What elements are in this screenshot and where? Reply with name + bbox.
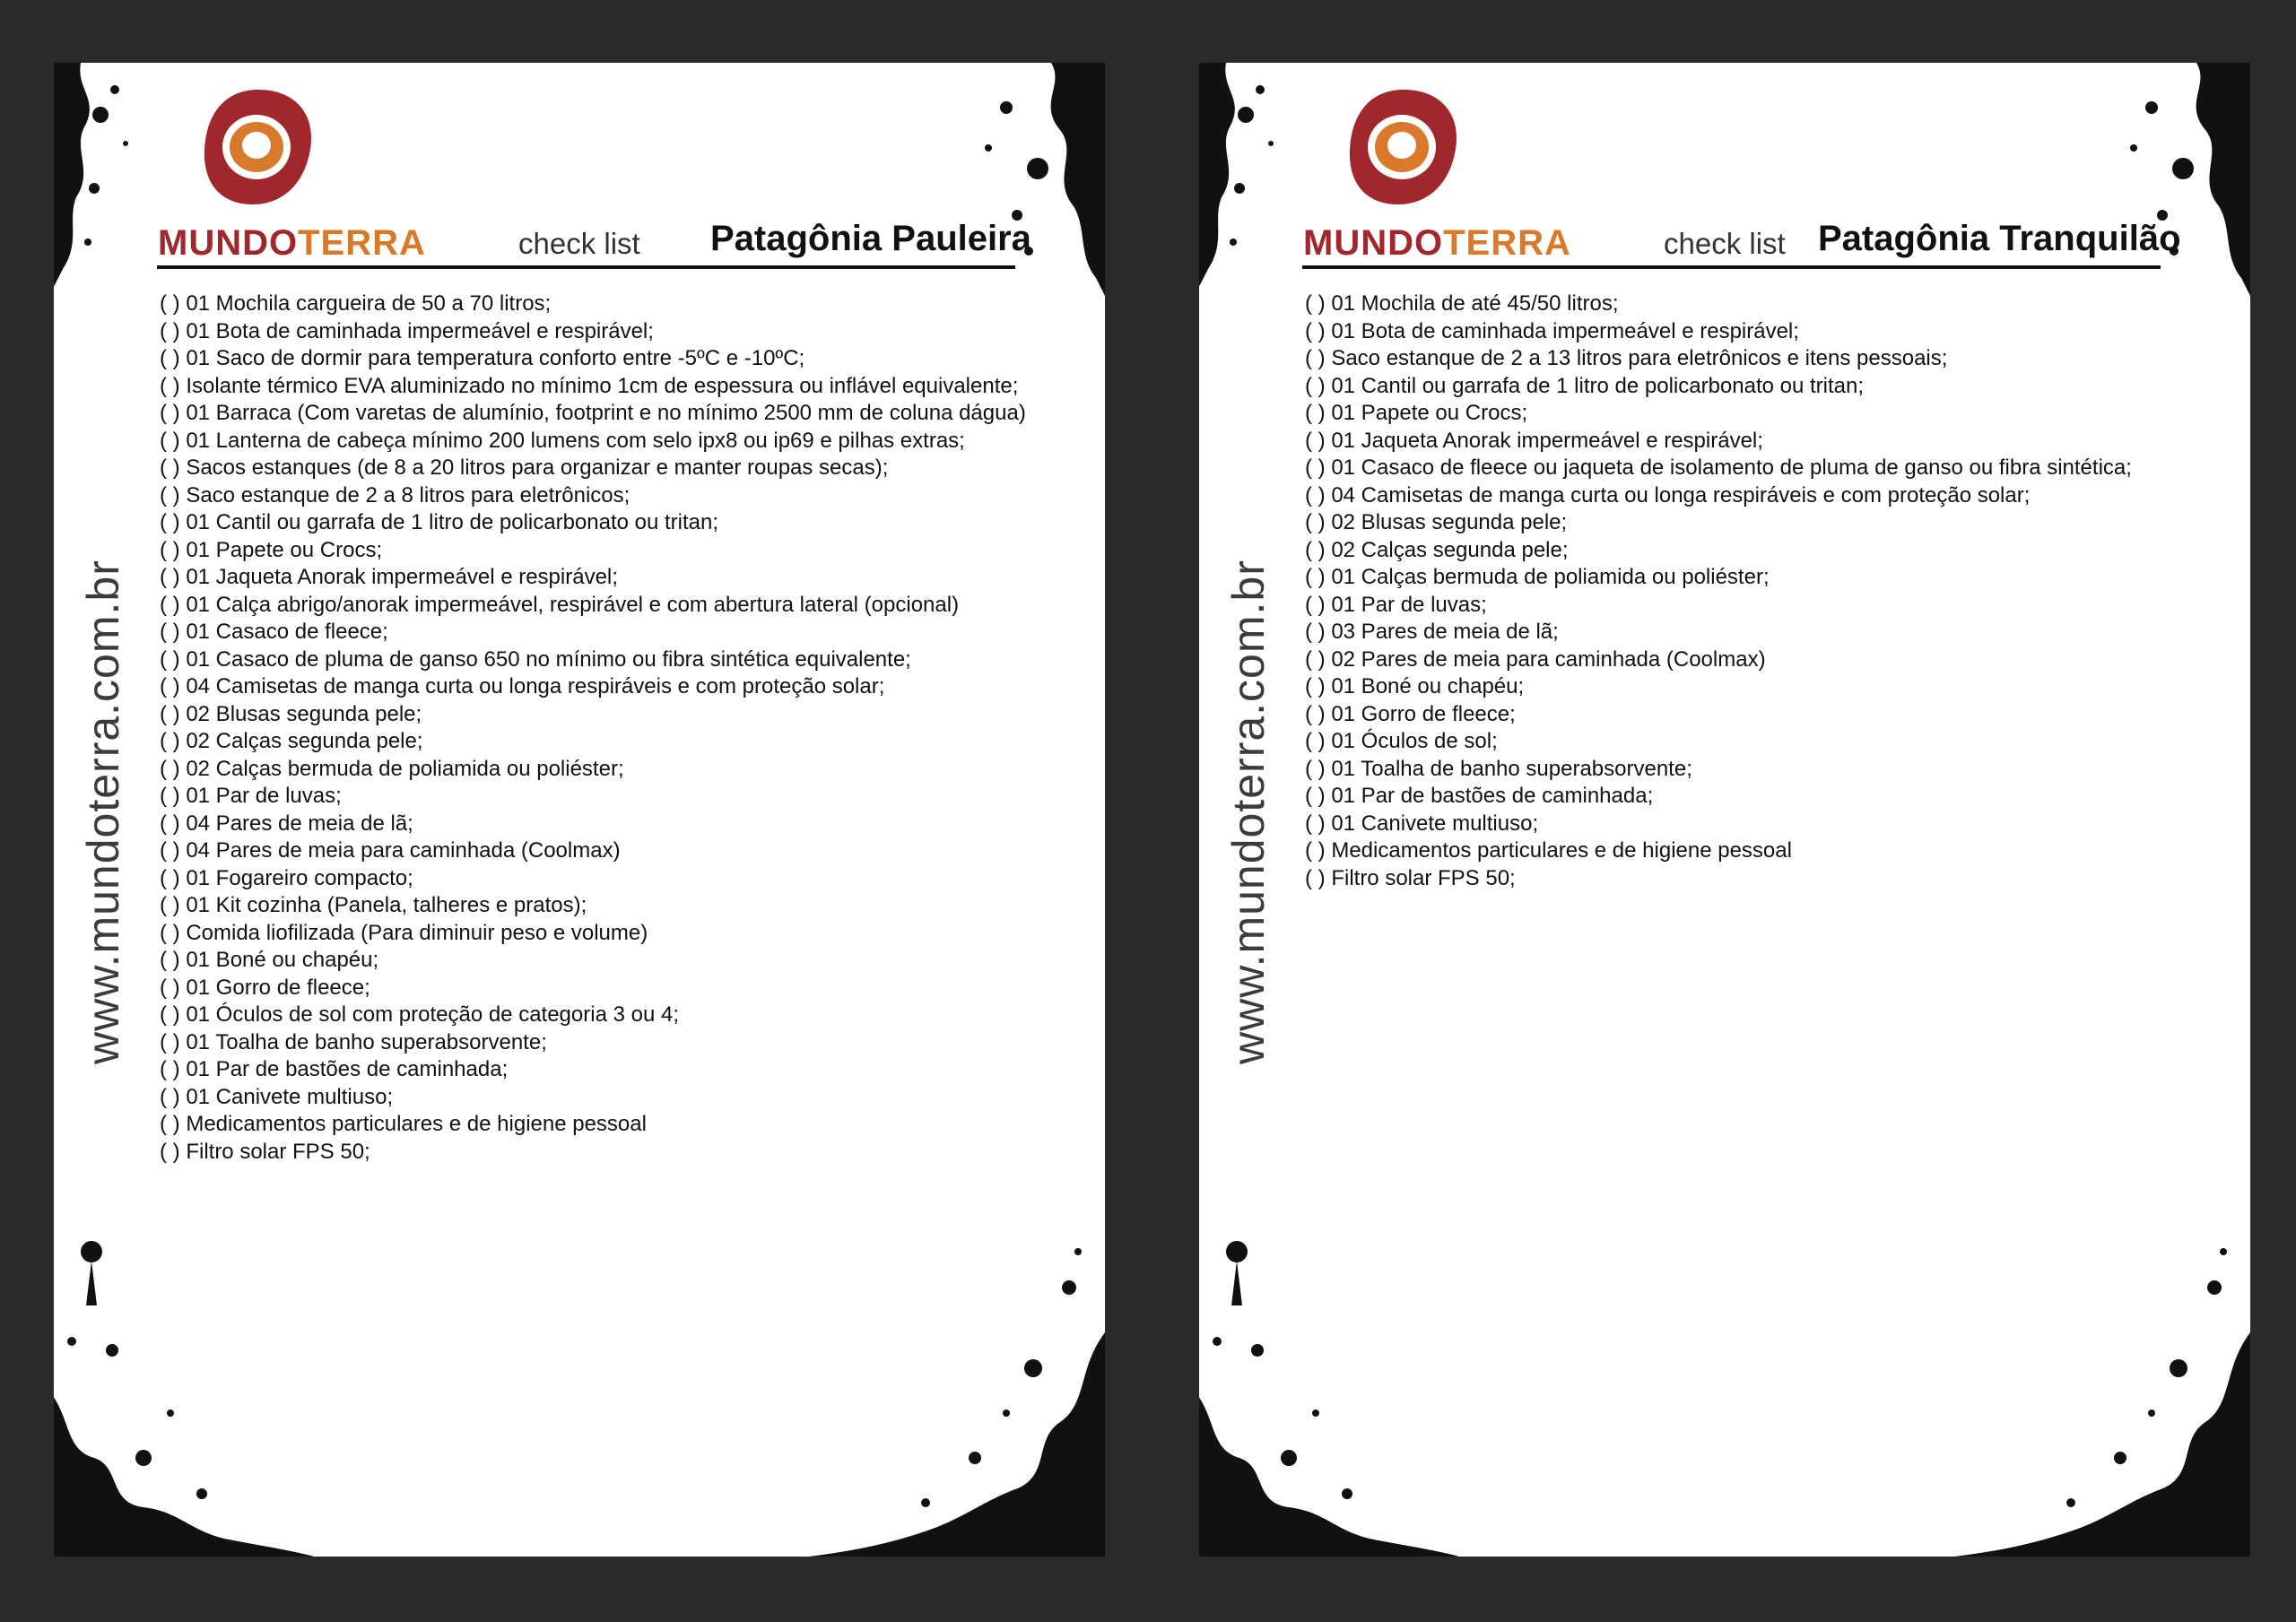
checklist-item: ( ) 01 Mochila cargueira de 50 a 70 litros;: [160, 291, 552, 316]
checklist-item: ( ) Sacos estanques (de 8 a 20 litros para organizar e manter roupas secas);: [160, 455, 889, 480]
mundoterra-logo: [1303, 84, 1571, 282]
brand-name-mundo: MUNDO: [158, 223, 299, 263]
checklist-item: ( ) 01 Cantil ou garrafa de 1 litro de policarbonato ou tritan;: [1305, 373, 1865, 398]
checklist-item: ( ) 04 Camisetas de manga curta ou longa respiráveis e com proteção solar;: [1305, 482, 2031, 507]
checklist-item: ( ) 02 Blusas segunda pele;: [1305, 510, 1568, 534]
checklist-sheet-pauleira: [54, 63, 1105, 1557]
brand-name-terra: TERRA: [298, 223, 426, 263]
checklist-item: ( ) 01 Calça abrigo/anorak impermeável, respirável e com abertura lateral (opcional): [160, 592, 960, 617]
checklist-item: ( ) 01 Óculos de sol com proteção de categoria 3 ou 4;: [160, 1002, 679, 1027]
spiral-logo-icon: [196, 84, 321, 210]
checklist-item: ( ) 01 Kit cozinha (Panela, talheres e pratos);: [160, 893, 587, 917]
checklist-item: ( ) 01 Mochila de até 45/50 litros;: [1305, 291, 1619, 316]
checklist-item: ( ) 01 Calças bermuda de poliamida ou poliéster;: [1305, 565, 1770, 589]
checklist-item: ( ) 01 Casaco de fleece ou jaqueta de isolamento de pluma de ganso ou fibra sintética;: [1305, 455, 2132, 480]
checklist-item: ( ) 02 Calças segunda pele;: [160, 729, 423, 753]
checklist-item: ( ) 01 Saco de dormir para temperatura conforto entre -5ºC e -10ºC;: [160, 346, 805, 370]
checklist-item: ( ) 01 Par de bastões de caminhada;: [160, 1057, 509, 1081]
ink-splatter-bottom-right: [809, 1234, 1105, 1557]
checklist-item: ( ) Comida liofilizada (Para diminuir peso e volume): [160, 920, 648, 945]
checklist-item: ( ) Saco estanque de 2 a 13 litros para eletrônicos e itens pessoais;: [1305, 346, 1948, 370]
ink-splatter-bottom-right: [1954, 1234, 2250, 1557]
checklist-item: ( ) 01 Par de bastões de caminhada;: [1305, 784, 1654, 808]
header-divider: [1302, 265, 2161, 269]
checklist-item: ( ) Filtro solar FPS 50;: [1305, 865, 1516, 890]
checklist-item: ( ) 02 Pares de meia para caminhada (Coolmax): [1305, 646, 1766, 672]
checklist-item: ( ) 01 Gorro de fleece;: [1305, 701, 1516, 726]
checklist-item: ( ) 02 Calças segunda pele;: [1305, 537, 1569, 562]
checklist-item: ( ) 01 Par de luvas;: [160, 784, 342, 808]
checklist-item: ( ) 01 Par de luvas;: [1305, 592, 1487, 617]
checklist-items: [160, 291, 1026, 1166]
checklist-item: ( ) 04 Pares de meia para caminhada (Coolmax): [160, 838, 621, 863]
brand-name-terra: TERRA: [1443, 223, 1571, 263]
checklist-item: ( ) 01 Papete ou Crocs;: [160, 537, 383, 562]
checklist-item: ( ) 02 Calças bermuda de poliamida ou poliéster;: [160, 756, 624, 781]
route-title: Patagônia Pauleira: [710, 219, 1031, 258]
checklist-item: ( ) 01 Bota de caminhada impermeável e respirável;: [160, 318, 654, 343]
brand-name-mundo: MUNDO: [1303, 223, 1444, 263]
checklist-item: ( ) Medicamentos particulares e de higiene pessoal: [160, 1112, 647, 1136]
checklist-sheet-tranquilao: [1199, 63, 2250, 1557]
header-divider: [157, 265, 1015, 269]
checklist-item: ( ) 01 Jaqueta Anorak impermeável e respirável;: [160, 565, 618, 589]
checklist-item: ( ) 01 Toalha de banho superabsorvente;: [160, 1029, 547, 1054]
checklist-item: ( ) 01 Óculos de sol;: [1305, 729, 1498, 753]
checklist-item: ( ) 01 Toalha de banho superabsorvente;: [1305, 756, 1692, 781]
ink-splatter-top-right: [2098, 63, 2250, 296]
ink-splatter-top-right: [952, 63, 1105, 296]
checklist-item: ( ) 01 Boné ou chapéu;: [160, 948, 379, 972]
checklist-item: ( ) 02 Blusas segunda pele;: [160, 701, 422, 726]
checklist-item: ( ) 01 Casaco de pluma de ganso 650 no mínimo ou fibra sintética equivalente;: [160, 646, 911, 672]
checklist-item: ( ) 01 Jaqueta Anorak impermeável e respirável;: [1305, 428, 1763, 453]
checklist-item: ( ) 01 Fogareiro compacto;: [160, 865, 413, 890]
checklist-item: ( ) Isolante térmico EVA aluminizado no mínimo 1cm de espessura ou inflável equivalente;: [160, 373, 1019, 398]
checklist-items: [1305, 291, 2132, 892]
checklist-item: ( ) 01 Canivete multiuso;: [1305, 811, 1539, 836]
spiral-logo-icon: [1341, 84, 1466, 210]
checklist-item: ( ) Saco estanque de 2 a 8 litros para eletrônicos;: [160, 482, 631, 507]
checklist-item: ( ) 04 Camisetas de manga curta ou longa respiráveis e com proteção solar;: [160, 674, 885, 698]
checklist-item: ( ) 01 Canivete multiuso;: [160, 1084, 394, 1109]
checklist-item: ( ) 01 Gorro de fleece;: [160, 975, 370, 1000]
checklist-label: check list: [1664, 227, 1786, 260]
website-url: www.mundoterra.com.br: [1223, 559, 1274, 1064]
checklist-item: ( ) 01 Casaco de fleece;: [160, 620, 388, 644]
checklist-item: ( ) 03 Pares de meia de lã;: [1305, 620, 1559, 644]
ink-splatter-bottom-left: [1199, 1234, 1459, 1557]
checklist-item: ( ) 04 Pares de meia de lã;: [160, 811, 413, 836]
route-title: Patagônia Tranquilão: [1818, 219, 2181, 258]
checklist-label: check list: [518, 227, 640, 260]
checklist-item: ( ) Medicamentos particulares e de higiene pessoal: [1305, 838, 1792, 863]
checklist-item: ( ) 01 Cantil ou garrafa de 1 litro de policarbonato ou tritan;: [160, 510, 719, 534]
checklist-item: ( ) 01 Lanterna de cabeça mínimo 200 lumens com selo ipx8 ou ip69 e pilhas extras;: [160, 428, 965, 453]
ink-splatter-bottom-left: [54, 1234, 314, 1557]
mundoterra-logo: [158, 84, 426, 282]
website-url: www.mundoterra.com.br: [78, 559, 128, 1064]
checklist-item: ( ) 01 Bota de caminhada impermeável e respirável;: [1305, 318, 1799, 343]
checklist-item: ( ) Filtro solar FPS 50;: [160, 1139, 370, 1164]
checklist-item: ( ) 01 Papete ou Crocs;: [1305, 401, 1528, 425]
brand-wordmark: [1303, 223, 1571, 264]
checklist-item: ( ) 01 Boné ou chapéu;: [1305, 674, 1525, 698]
brand-wordmark: [158, 223, 426, 264]
checklist-item: ( ) 01 Barraca (Com varetas de alumínio, footprint e no mínimo 2500 mm de coluna dágua): [160, 401, 1026, 425]
